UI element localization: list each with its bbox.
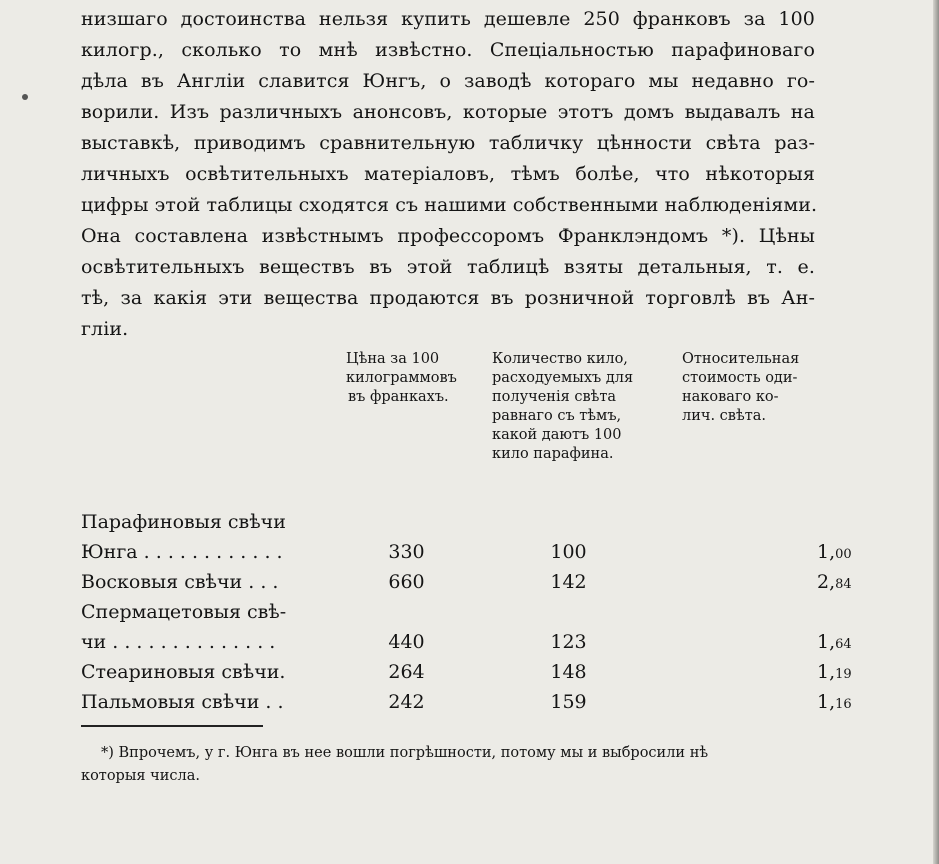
footnote-line: *) Впрочемъ, у г. Юнга въ нее вошли погрѣшности, потому мы и выбросили нѣ (101, 745, 709, 761)
ratio-cell (655, 563, 852, 593)
ratio-dec: 64 (835, 637, 852, 652)
price-cell: 440 (388, 631, 425, 653)
header-line: стоимость оди- (682, 370, 798, 386)
table-row (81, 653, 852, 683)
text-line: Она составлена извѣстнымъ профессоромъ Франклэндомъ *). Цѣны (81, 225, 815, 247)
header-line: расходуемыхъ для (492, 370, 634, 386)
text-line: цифры этой таблицы сходятся съ нашими собственными наблюденіями. (81, 194, 818, 216)
text-line: низшаго достоинства нельзя купить дешевле 250 франковъ за 100 (81, 8, 815, 30)
ratio-dec: 16 (835, 697, 852, 712)
ratio-int: 1, (817, 631, 836, 653)
row-name: Юнга . . . . . . . . . . . . (81, 541, 283, 563)
header-line: Цѣна за 100 (346, 351, 440, 367)
amount-cell: 123 (550, 631, 587, 653)
text-line: ворили. Изъ различныхъ анонсовъ, которые этотъ домъ выдавалъ на (81, 101, 815, 123)
row-name-line1: Спермацетовыя свѣ- (81, 601, 287, 623)
ratio-int: 1, (817, 691, 836, 713)
table-row-continuation (81, 593, 852, 623)
ratio-dec: 84 (835, 577, 852, 592)
amount-cell: 100 (550, 541, 587, 563)
ratio-cell (655, 623, 852, 653)
column-header-amount (492, 350, 633, 464)
text-line: освѣтительныхъ веществъ въ этой таблицѣ взяты детальныя, т. е. (81, 256, 815, 278)
column-header-ratio (682, 350, 799, 426)
ratio-dec: 19 (835, 667, 852, 682)
ratio-cell (655, 683, 852, 713)
light-cost-table (81, 503, 852, 713)
header-line: въ франкахъ. (348, 389, 449, 405)
text-line: гліи. (81, 318, 129, 340)
table-row (81, 683, 852, 713)
header-line: какой даютъ 100 (492, 427, 622, 443)
text-line: дѣла въ Англіи славится Юнгъ, о заводѣ котораго мы недавно го- (81, 70, 815, 92)
table-row (81, 533, 852, 563)
row-name: чи . . . . . . . . . . . . . . (81, 631, 276, 653)
header-line: лич. свѣта. (682, 408, 766, 424)
ratio-cell (655, 653, 852, 683)
footnote-rule (81, 725, 263, 727)
footnote (81, 742, 807, 788)
row-name: Восковыя свѣчи . . . (81, 571, 279, 593)
price-cell: 242 (388, 691, 425, 713)
ratio-int: 2, (817, 571, 836, 593)
ratio-int: 1, (817, 541, 836, 563)
amount-cell: 148 (550, 661, 587, 683)
text-line: тѣ, за какія эти вещества продаются въ розничной торговлѣ въ Ан- (81, 287, 815, 309)
row-name-line1: Парафиновыя свѣчи (81, 511, 286, 533)
text-line: выставкѣ, приводимъ сравнительную табличку цѣнности свѣта раз- (81, 132, 815, 154)
ratio-dec: 00 (835, 547, 852, 562)
table-row-continuation (81, 503, 852, 533)
header-line: равнаго съ тѣмъ, (492, 408, 622, 424)
footnote-line: которыя числа. (81, 768, 200, 784)
header-line: наковаго ко- (682, 389, 779, 405)
text-line: личныхъ освѣтительныхъ матеріаловъ, тѣмъ болѣе, что нѣкоторыя (81, 163, 815, 185)
row-name: Пальмовыя свѣчи . . (81, 691, 284, 713)
row-name: Стеариновыя свѣчи. (81, 661, 286, 683)
page-speck (22, 94, 28, 100)
body-paragraph (81, 4, 818, 345)
price-cell: 330 (388, 541, 425, 563)
ratio-cell (655, 533, 852, 563)
column-header-price (346, 350, 457, 407)
header-line: Относительная (682, 351, 800, 367)
price-cell: 264 (388, 661, 425, 683)
price-cell: 660 (388, 571, 425, 593)
text-line: килогр., сколько то мнѣ извѣстно. Спеціальностью парафиноваго (81, 39, 815, 61)
amount-cell: 159 (550, 691, 587, 713)
table-row (81, 563, 852, 593)
header-line: кило парафина. (492, 446, 614, 462)
ratio-int: 1, (817, 661, 836, 683)
page-edge (933, 0, 939, 864)
header-line: килограммовъ (346, 370, 457, 386)
header-line: полученія свѣта (492, 389, 617, 405)
table-row (81, 623, 852, 653)
amount-cell: 142 (550, 571, 587, 593)
header-line: Количество кило, (492, 351, 628, 367)
